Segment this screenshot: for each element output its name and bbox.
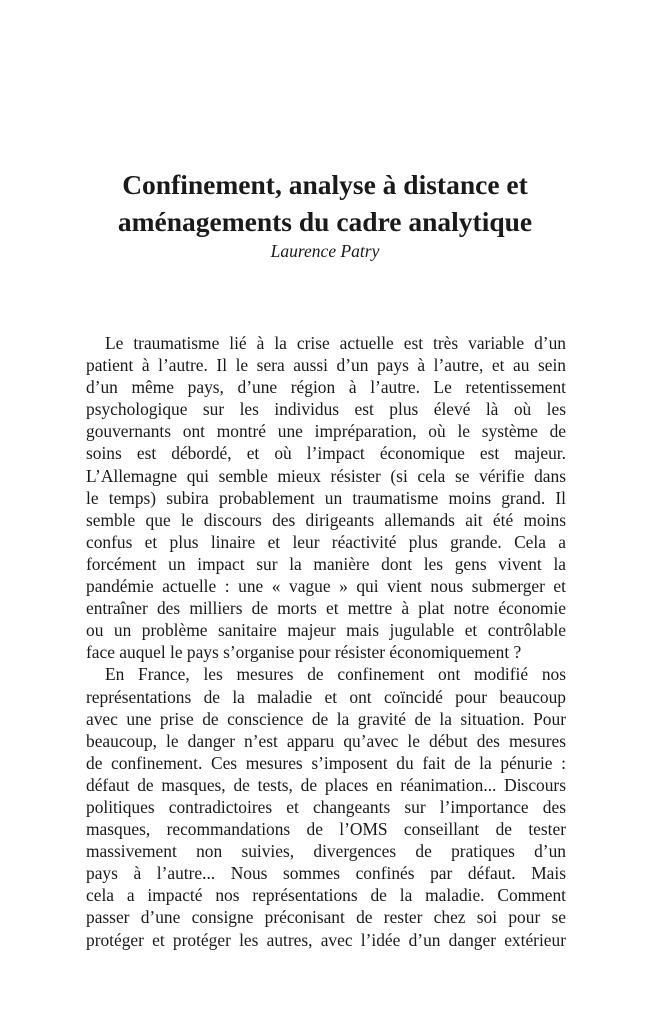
text-line: forcément un impact sur la manière dont les gens vivent la [86,553,566,574]
text-line: cela a impacté nos représentations de la maladie. Comment [86,885,566,906]
article-title [60,166,590,240]
paragraph [86,332,566,663]
body-text [86,332,566,951]
text-line: semble que le discours des dirigeants allemands ait été moins [86,509,566,530]
text-line: protéger et protéger les autres, avec l’idée d’un danger extérieur [86,929,566,950]
text-line: représentations de la maladie et ont coïncidé pour beaucoup [86,686,566,707]
text-line: d’un même pays, d’une région à l’autre. Le retentissement [86,377,566,398]
text-line: Le traumatisme lié à la crise actuelle est très variable d’un [105,333,566,353]
article-title-line: Confinement, analyse à distance et [122,169,528,200]
text-line: psychologique sur les individus est plus élevé là où les [86,399,566,420]
text-line: pays à l’autre... Nous sommes confinés par défaut. Mais [86,863,566,884]
text-line: face auquel le pays s’organise pour résister économiquement ? [86,642,522,663]
text-line: entraîner des milliers de morts et mettre à plat notre économie [86,598,566,619]
text-line: masques, recommandations de l’OMS conseillant de tester [86,819,566,840]
text-line: confus et plus linaire et leur réactivité plus grande. Cela a [86,531,566,552]
paragraph [86,663,566,950]
text-line: En France, les mesures de confinement ont modifié nos [105,664,566,685]
text-line: de confinement. Ces mesures s’imposent du fait de la pénurie : [86,752,566,773]
text-line: soins est débordé, et où l’impact économique est majeur. [86,443,566,464]
text-line: ou un problème sanitaire majeur mais jugulable et contrôlable [86,620,566,641]
text-line: L’Allemagne qui semble mieux résister (si cela se vérifie dans [86,465,566,486]
text-line: gouvernants ont montré une impréparation, où le système de [86,421,566,442]
text-line: le temps) subira probablement un traumatisme moins grand. Il [86,487,566,508]
text-line: patient à l’autre. Il le sera aussi d’un pays à l’autre, et au sein [86,355,566,376]
article-title-line: aménagements du cadre analytique [117,206,533,237]
text-line: politiques contradictoires et changeants sur l’importance des [86,796,566,817]
text-line: passer d’une consigne préconisant de rester chez soi pour se [86,907,566,928]
author-name: Laurence Patry [270,241,380,261]
text-line: beaucoup, le danger n’est apparu qu’avec le début des mesures [86,730,566,751]
text-line: massivement non suivies, divergences de pratiques d’un [86,841,566,862]
text-line: défaut de masques, de tests, de places en réanimation... Discours [86,774,566,795]
text-line: avec une prise de conscience de la gravité de la situation. Pour [86,708,566,729]
text-line: pandémie actuelle : une « vague » qui vient nous submerger et [86,576,566,597]
